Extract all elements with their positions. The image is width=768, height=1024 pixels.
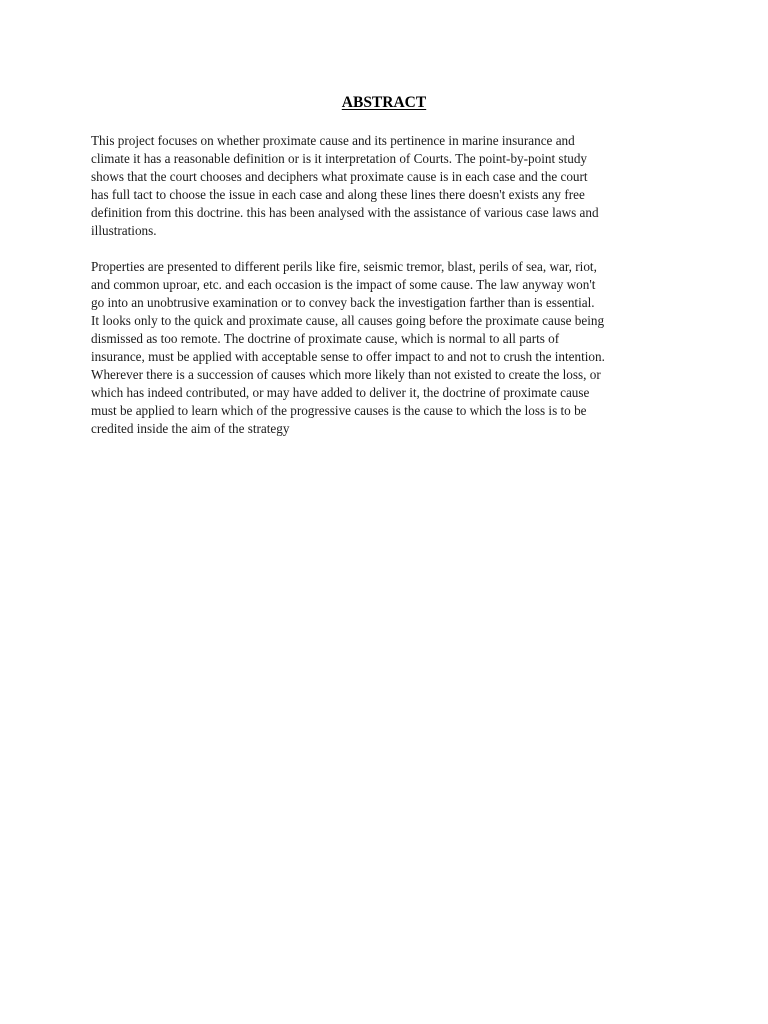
paragraph-1-line: definition from this doctrine. this has been analysed with the assistance of various case laws and <box>91 205 599 220</box>
paragraph-2-line: go into an unobtrusive examination or to convey back the investigation farther than is essential. <box>91 295 595 310</box>
paragraph-1-line: has full tact to choose the issue in each case and along these lines there doesn't exists any free <box>91 187 585 202</box>
paragraph-1-line: illustrations. <box>91 223 157 238</box>
paragraph-2-line: Properties are presented to different perils like fire, seismic tremor, blast, perils of sea, war, riot, <box>91 259 597 274</box>
paragraph-1-line: climate it has a reasonable definition or is it interpretation of Courts. The point-by-point study <box>91 151 588 166</box>
paragraph-1-line: shows that the court chooses and deciphers what proximate cause is in each case and the court <box>91 169 588 184</box>
page-title: ABSTRACT <box>341 94 427 111</box>
paragraph-2-line: Wherever there is a succession of causes which more likely than not existed to create the loss, or <box>91 367 601 382</box>
paragraph-1-line: This project focuses on whether proximate cause and its pertinence in marine insurance and <box>91 133 575 148</box>
paragraph-2-line: and common uproar, etc. and each occasion is the impact of some cause. The law anyway won't <box>91 277 596 292</box>
paragraph-2-line: which has indeed contributed, or may have added to deliver it, the doctrine of proximate cause <box>91 385 590 400</box>
paragraph-2-line: insurance, must be applied with acceptable sense to offer impact to and not to crush the intention. <box>91 349 605 364</box>
paragraph-2-line: credited inside the aim of the strategy <box>91 421 290 436</box>
paragraph-2-line: must be applied to learn which of the progressive causes is the cause to which the loss is to be <box>91 403 587 418</box>
paragraph-2-line: It looks only to the quick and proximate cause, all causes going before the proximate cause being <box>91 313 605 328</box>
paragraph-2-line: dismissed as too remote. The doctrine of proximate cause, which is normal to all parts of <box>91 331 560 346</box>
